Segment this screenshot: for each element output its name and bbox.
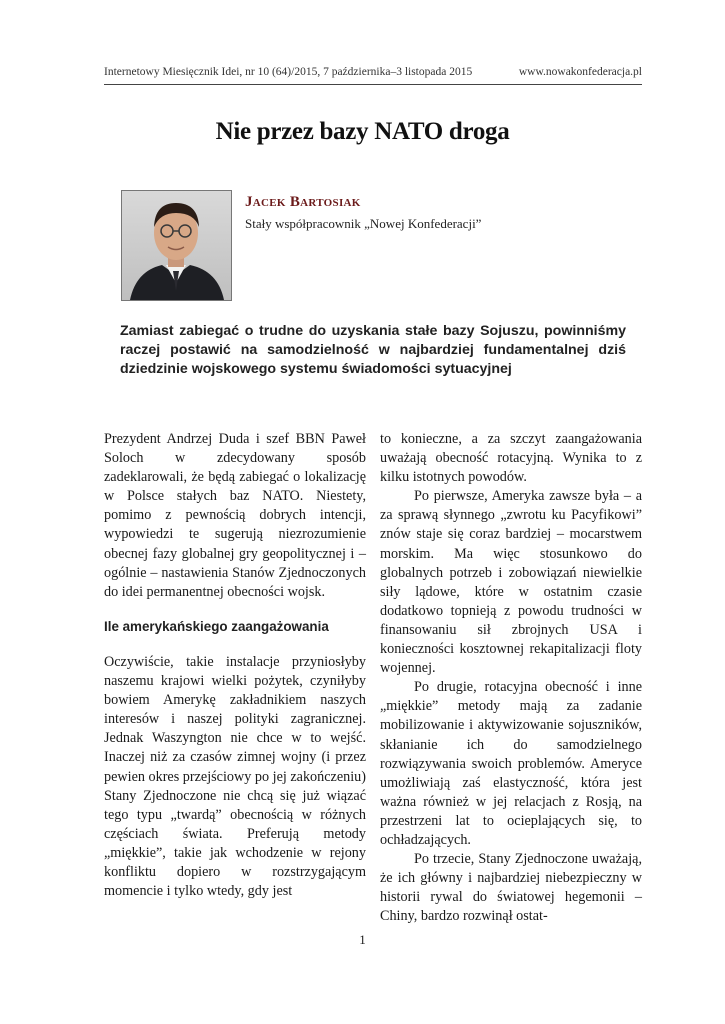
- paragraph: Prezydent Andrzej Duda i szef BBN Paweł Soloch w zdecydowany sposób zadeklarowali, że będą zabiegać o lokalizację w Polsce stałych baz NATO. Niestety, pomimo z pewnością dobrych intencji, wypowiedzi te sugerują niezrozumienie obecnej fazy globalnej gry geopolitycznej i – ogólnie – nastawienia Stanów Zjednoczonych do idei permanentnej obecności wojsk.: [104, 431, 366, 600]
- text-column-right: [380, 430, 642, 926]
- paragraph: Oczywiście, takie instalacje przyniosłyby naszemu krajowi wielki pożytek, czyniłyby bowiem Amerykę zakładnikiem naszych interesów i naszej polityki zagranicznej. Jednak Waszyngton nie chce w to wejść. Inaczej niż za czasów zimnej wojny (i przez pewien okres przejściowy po jej zakończeniu) Stany Zjednoczone nie chcą się już wiązać tego typu „twardą” obecnością w różnych częściach świata. Preferują metody „miękkie”, takie jak wchodzenie w rejony konfliktu dopiero w rozstrzygającym momencie i tylko wtedy, gdy jest: [104, 653, 366, 900]
- author-photo: [121, 190, 232, 301]
- section-subheading: Ile amerykańskiego zaangażowania: [104, 618, 329, 634]
- page-header: [104, 66, 642, 85]
- paragraph: Po trzecie, Stany Zjednoczone uważają, że ich główny i najbardziej niebezpieczny w historii rywal do światowej hegemonii – Chiny, bardzo rozwinął ostat-: [380, 851, 642, 925]
- paragraph: to konieczne, a za szczyt zaangażowania uważają obecność rotacyjną. Wynika to z kilku istotnych powodów.: [380, 431, 642, 486]
- author-name: Jacek Bartosiak: [245, 194, 361, 210]
- page-number: 1: [359, 932, 366, 947]
- author-role: Stały współpracownik „Nowej Konfederacji”: [245, 216, 482, 231]
- paragraph: Po drugie, rotacyjna obecność i inne „miękkie” metody mają za zadanie mobilizowanie i aktywizowanie sojuszników, skłanianie ich do samodzielnego rozwiązywania swoich problemów. Ameryce umożliwiają zaś elastyczność, która jest ważna również w jej relacjach z Rosją, na przestrzeni lat to ocieplających się, to ochładzających.: [380, 679, 642, 848]
- article-title: Nie przez bazy NATO droga: [215, 118, 510, 145]
- website-link[interactable]: www.nowakonfederacja.pl: [518, 66, 642, 78]
- article-lead: Zamiast zabiegać o trudne do uzyskania stałe bazy Sojuszu, powinniśmy raczej postawić na samodzielność w najbardziej fundamentalnej dziś dziedzinie wojskowego systemu świadomości sytuacyjnej: [120, 323, 626, 377]
- text-column-left: [104, 430, 366, 901]
- paragraph: Po pierwsze, Ameryka zawsze była – a za sprawą słynnego „zwrotu ku Pacyfikowi” znów staje się coraz bardziej – mocarstwem morskim. Ma więc stosunkowo do globalnych potrzeb i zobowiązań niewielkie siły lądowe, które w ostatnim czasie dodatkowo topnieją z powodu trudności w finansowaniu sił zbrojnych USA i konieczności kosztownej rekapitalizacji floty wojennej.: [380, 488, 642, 677]
- journal-info: Internetowy Miesięcznik Idei, nr 10 (64)/2015, 7 października–3 listopada 2015: [104, 66, 473, 78]
